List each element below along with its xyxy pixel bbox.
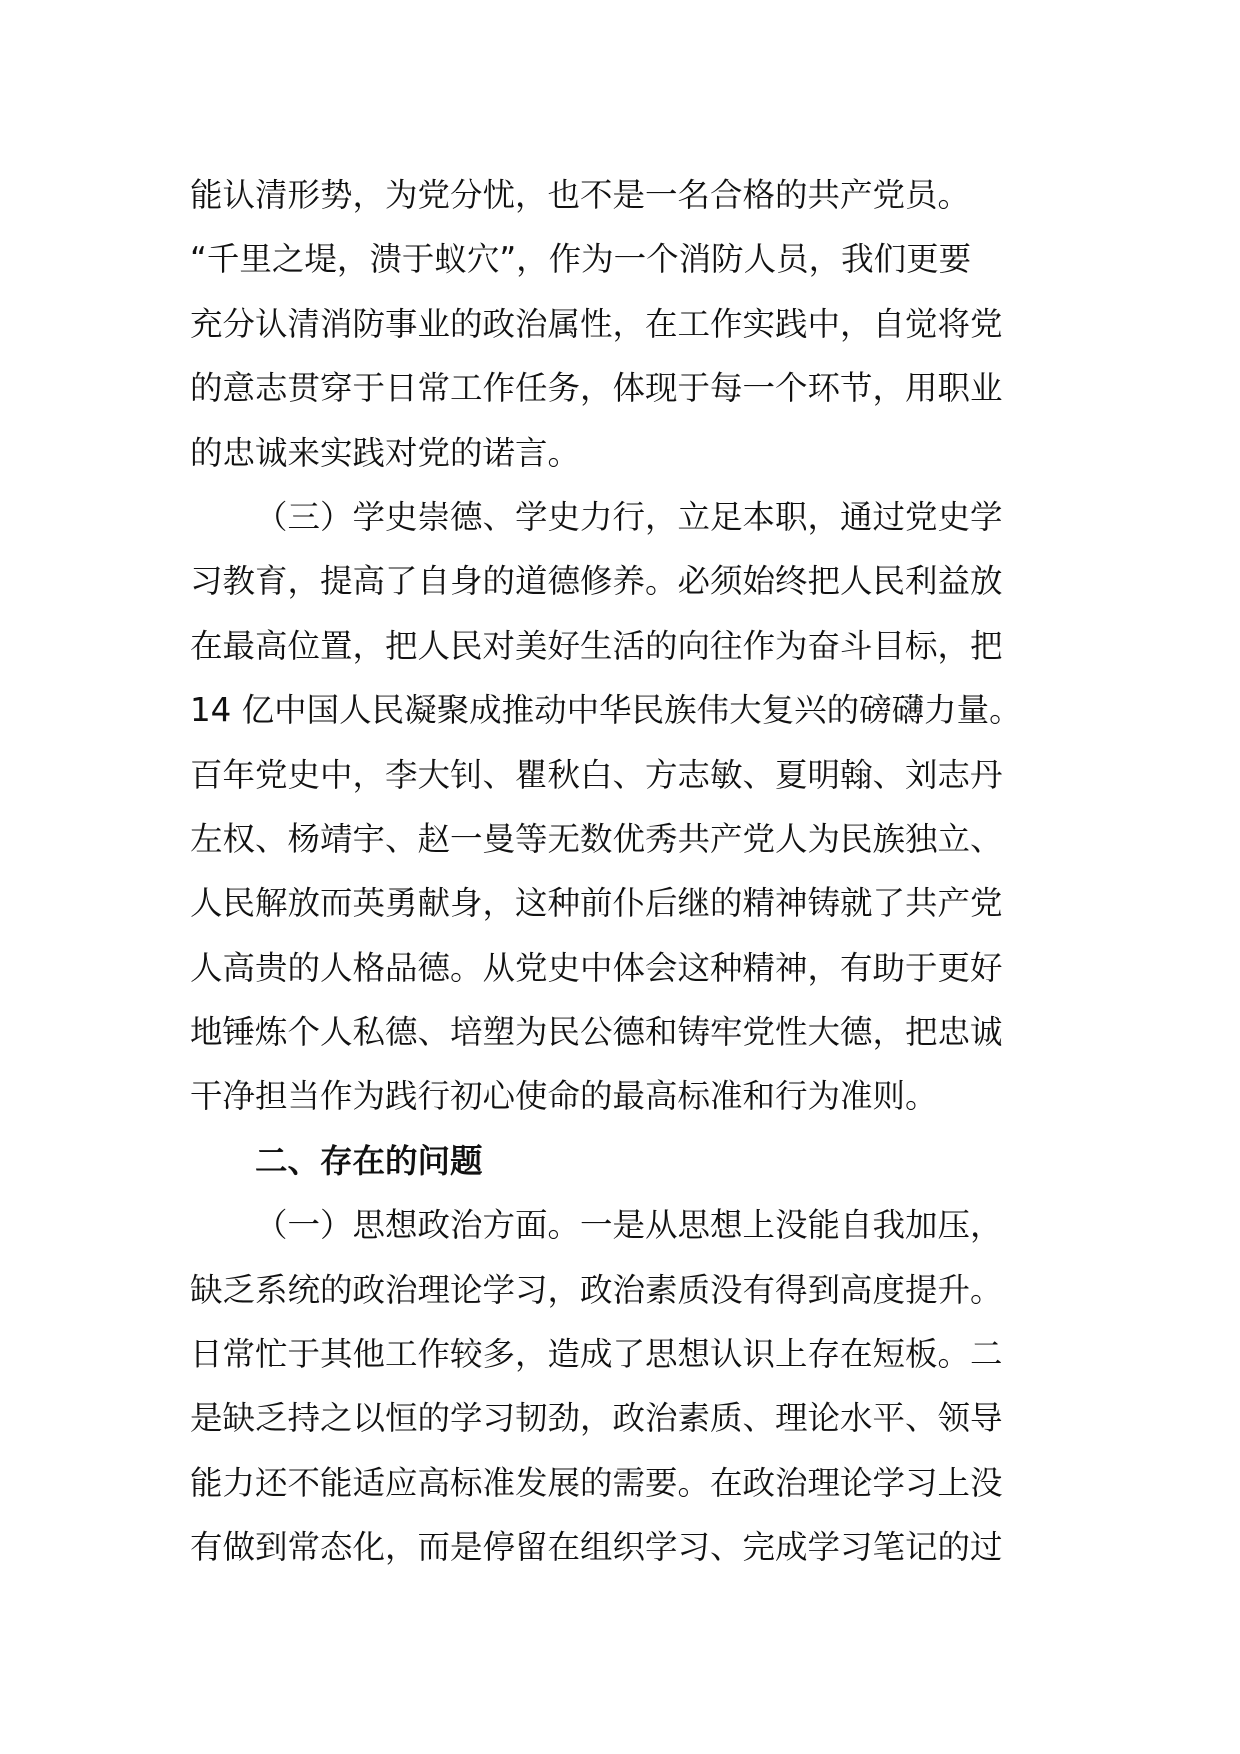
text-line: 充分认清消防事业的政治属性，在工作实践中，自觉将党	[190, 304, 1003, 343]
text-line: 人高贵的人格品德。从党史中体会这种精神，有助于更好	[190, 948, 1003, 987]
text-line: 习教育，提高了自身的道德修养。必须始终把人民利益放	[190, 562, 1003, 601]
text-line: 的意志贯穿于日常工作任务，体现于每一个环节，用职业	[190, 369, 1003, 408]
text-line: 能认清形势，为党分忧，也不是一名合格的共产党员。	[190, 176, 971, 214]
section-heading: 二、存在的问题	[255, 1141, 483, 1180]
text-line: 有做到常态化，而是停留在组织学习、完成学习笔记的过	[190, 1528, 1003, 1567]
document-body	[190, 163, 1060, 1580]
text-line: 在最高位置，把人民对美好生活的向往作为奋斗目标，把	[190, 626, 1003, 665]
text-line: 百年党史中，李大钊、瞿秋白、方志敏、夏明翰、刘志丹	[190, 755, 1003, 794]
paragraph-start-line: （一）思想政治方面。一是从思想上没能自我加压，	[255, 1206, 1003, 1245]
text-line: 地锤炼个人私德、培塑为民公德和铸牢党性大德，把忠诚	[190, 1013, 1003, 1052]
paragraph-start-line: （三）学史崇德、学史力行，立足本职，通过党史学	[255, 497, 1003, 536]
text-line: 日常忙于其他工作较多，造成了思想认识上存在短板。二	[190, 1335, 1003, 1374]
text-line: 干净担当作为践行初心使命的最高标准和行为准则。	[190, 1077, 938, 1116]
text-line: 缺乏系统的政治理论学习，政治素质没有得到高度提升。	[190, 1270, 1003, 1309]
text-line: 能力还不能适应高标准发展的需要。在政治理论学习上没	[190, 1463, 1003, 1502]
text-line: 左权、杨靖宇、赵一曼等无数优秀共产党人为民族独立、	[190, 819, 1003, 858]
text-line: 的忠诚来实践对党的诺言。	[190, 433, 581, 472]
text-line: “千里之堤，溃于蚁穴”，作为一个消防人员，我们更要	[190, 240, 972, 279]
text-line: 人民解放而英勇献身，这种前仆后继的精神铸就了共产党	[190, 884, 1003, 923]
text-line: 14 亿中国人民凝聚成推动中华民族伟大复兴的磅礴力量。	[190, 691, 1022, 730]
text-line: 是缺乏持之以恒的学习韧劲，政治素质、理论水平、领导	[190, 1399, 1003, 1438]
